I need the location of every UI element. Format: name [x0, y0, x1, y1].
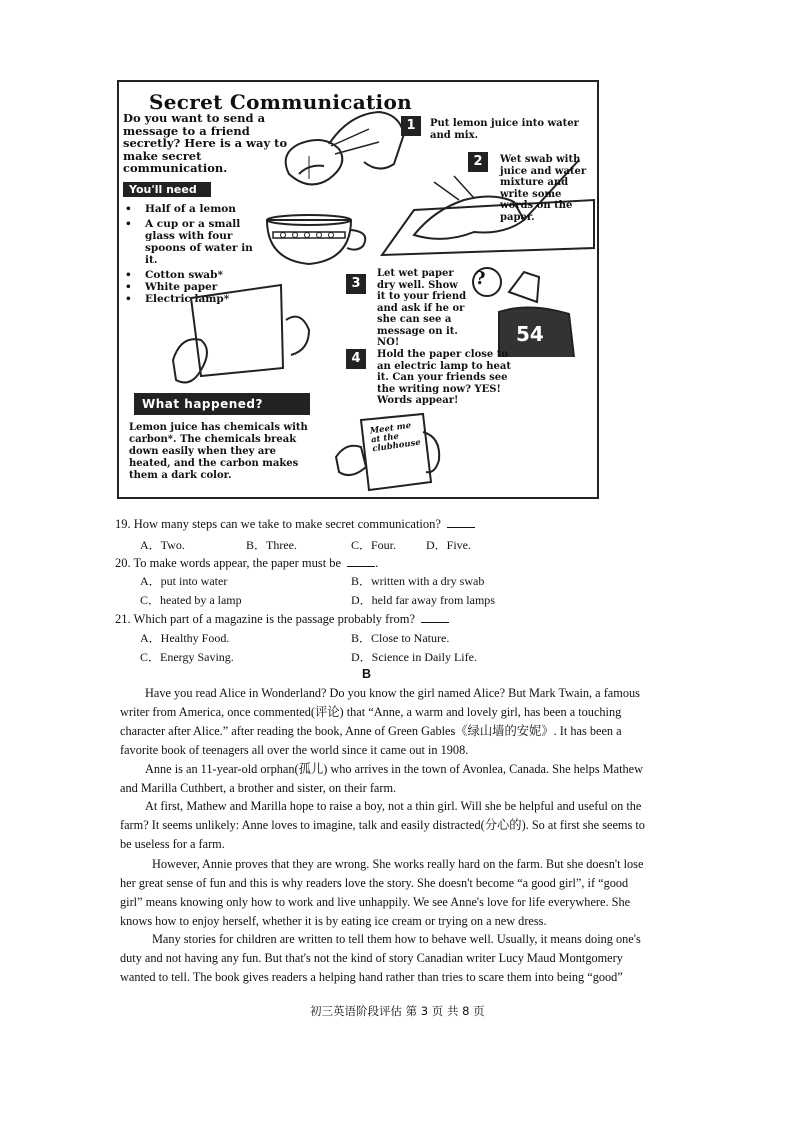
step-text: Let wet paper dry well. Show it to your friend and ask if he or she can see a message on it. NO! — [377, 268, 467, 348]
paragraph — [120, 930, 665, 987]
jersey-number: 54 — [516, 322, 544, 346]
text-line: farm? It seems unlikely: Anne loves to imagine, talk and easily distracted(分心的). So at first she seems to — [120, 818, 645, 832]
step-number: 1 — [401, 116, 421, 136]
text-line: character after Alice.” after reading the book, Anne of Green Gables《绿山墙的安妮》. It has been a — [120, 724, 622, 738]
secret-note-text: Meet me at the clubhouse — [369, 420, 422, 455]
answer-blank[interactable] — [347, 554, 375, 567]
secret-communication-panel — [117, 80, 599, 499]
question-mark: ? — [475, 268, 486, 289]
option: A．Two. — [140, 538, 185, 552]
answer-blank[interactable] — [447, 515, 475, 528]
question-21 — [115, 610, 449, 627]
text-line: and Marilla Cuthbert, a brother and sister, on their farm. — [120, 781, 397, 795]
paragraph — [120, 797, 665, 854]
paragraph — [120, 855, 665, 931]
text-line: knows how to enjoy herself, whether it is by eating ice cream or trying on a new dress. — [120, 914, 547, 928]
material-item: • Electric lamp* — [123, 293, 253, 305]
question-19 — [115, 515, 475, 532]
paragraph — [120, 760, 665, 798]
panel-intro: Do you want to send a message to a friend secretly? Here is a way to make secret communication. — [123, 111, 288, 175]
step-text: Hold the paper close to an electric lamp to heat it. Can your friends see the writing now? YES! Words appear! — [377, 349, 511, 406]
material-item: • White paper — [123, 281, 253, 293]
text-line: However, Annie proves that they are wrong. She works really hard on the farm. But she doesn't lose — [152, 857, 644, 871]
step-text: Put lemon juice into water and mix. — [430, 118, 579, 141]
text-line: her great sense of fun and this is why readers love the story. She doesn't become “a good girl”, if “good — [120, 876, 629, 890]
question-stem: 19. How many steps can we take to make secret communication? — [115, 517, 441, 531]
paragraph — [120, 684, 665, 760]
text-line: Anne is an 11-year-old orphan(孤儿) who arrives in the town of Avonlea, Canada. She helps Mathew — [145, 762, 643, 776]
option: B．Close to Nature. — [351, 631, 450, 645]
page-footer: 初三英语阶段评估 第 3 页 共 8 页 — [310, 1004, 485, 1018]
step-number: 4 — [346, 349, 366, 369]
text-line: be useless for a farm. — [120, 837, 225, 851]
option: A．put into water — [140, 574, 228, 588]
answer-blank[interactable] — [421, 610, 449, 623]
material-item: • Cotton swab* — [123, 269, 253, 281]
option: B．Three. — [246, 538, 297, 552]
step-number: 2 — [468, 152, 488, 172]
option: C．Energy Saving. — [140, 650, 234, 664]
what-happened-label: What happened? — [134, 393, 310, 415]
panel-title: Secret Communication — [149, 90, 412, 114]
option: D．Five. — [426, 538, 472, 552]
material-item: • Half of a lemon — [123, 203, 253, 215]
option: C．Four. — [351, 538, 397, 552]
text-line: favorite book of teenagers all over the world since it came out in 1908. — [120, 743, 469, 757]
option: A．Healthy Food. — [140, 631, 230, 645]
holding-paper-illustration — [171, 280, 311, 390]
cup-illustration — [259, 212, 379, 272]
text-line: girl” means knowing only how to work and live unhappily. We see Anne's love for life everywhere. She — [120, 895, 631, 909]
text-line: writer from America, once commented(评论) that “Anne, a warm and lovely girl, has been a touching — [120, 705, 622, 719]
question-20: 20. To make words appear, the paper must be . — [115, 556, 379, 570]
text-line: At first, Mathew and Marilla hope to raise a boy, not a thin girl. Will she be helpful and useful on the — [145, 799, 642, 813]
text-line: Many stories for children are written to tell them how to behave well. Usually, it means doing one's — [152, 932, 641, 946]
step-number: 3 — [346, 274, 366, 294]
text-line: wanted to tell. The book gives readers a helping hand rather than tries to scare them into being “good” — [120, 970, 623, 984]
section-heading: B — [362, 667, 372, 681]
option: B．written with a dry swab — [351, 574, 485, 588]
step-text: Wet swab with juice and water mixture and write some words on the paper. — [500, 154, 587, 223]
material-item: • A cup or a small glass with four spoons of water in it. — [123, 218, 253, 266]
option: D．held far away from lamps — [351, 593, 495, 607]
what-happened-text: Lemon juice has chemicals with carbon*. The chemicals break down easily when they are heated, and the carbon makes them a dark color. — [129, 422, 308, 481]
option: D．Science in Daily Life. — [351, 650, 477, 664]
question-stem: 21. Which part of a magazine is the passage probably from? — [115, 612, 416, 626]
option: C．heated by a lamp — [140, 593, 242, 607]
text-line: duty and not having any fun. But that's not the kind of story Canadian writer Lucy Maud Montgomery — [120, 951, 623, 965]
question-stem: 20. To make words appear, the paper must be — [115, 556, 342, 570]
text-line: Have you read Alice in Wonderland? Do you know the girl named Alice? But Mark Twain, a famous — [145, 686, 640, 700]
you-need-label: You'll need — [123, 182, 211, 197]
